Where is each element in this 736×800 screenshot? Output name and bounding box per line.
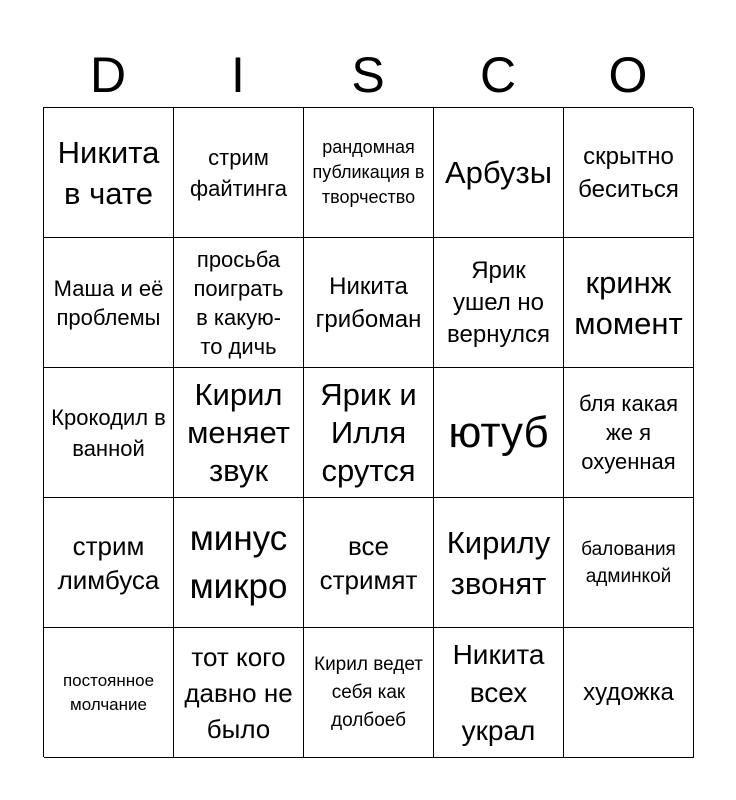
bingo-cell[interactable] bbox=[174, 368, 304, 498]
cell-text: ютуб bbox=[448, 407, 549, 457]
bingo-cell[interactable] bbox=[434, 238, 564, 368]
header-letter-d: D bbox=[89, 47, 127, 103]
bingo-cell[interactable] bbox=[174, 628, 304, 758]
cell-text: Ярик и Илля срутся bbox=[320, 376, 417, 488]
cell-text: скрытно беситься bbox=[578, 142, 679, 203]
bingo-cell[interactable] bbox=[44, 628, 174, 758]
bingo-cell[interactable] bbox=[174, 238, 304, 368]
cell-text: постоянное молчание bbox=[62, 670, 155, 714]
cell-text: бля какая же я охуенная bbox=[578, 391, 679, 474]
header-letter-s: S bbox=[351, 47, 385, 103]
header-letter-i: I bbox=[231, 47, 245, 103]
bingo-cell[interactable] bbox=[434, 498, 564, 628]
cell-text: Никита грибоман bbox=[315, 272, 422, 333]
cell-text: стрим лимбуса bbox=[57, 530, 160, 595]
cell-text: художка bbox=[583, 679, 674, 706]
bingo-cell[interactable] bbox=[44, 238, 174, 368]
bingo-cell[interactable] bbox=[44, 498, 174, 628]
cell-text: стрим файтинга bbox=[190, 144, 287, 201]
cell-text: Кирил ведет себя как долбоеб bbox=[314, 653, 423, 731]
bingo-cell[interactable] bbox=[304, 498, 434, 628]
bingo-cell[interactable] bbox=[304, 108, 434, 238]
cell-text: все стримят bbox=[319, 530, 418, 595]
bingo-cell[interactable] bbox=[304, 368, 434, 498]
bingo-cell[interactable] bbox=[304, 628, 434, 758]
bingo-cell[interactable] bbox=[564, 628, 694, 758]
cell-text: балования админкой bbox=[581, 538, 676, 587]
cell-text: Никита в чате bbox=[57, 134, 160, 211]
bingo-cell[interactable] bbox=[564, 498, 694, 628]
bingo-cell[interactable] bbox=[44, 368, 174, 498]
bingo-cell[interactable] bbox=[434, 628, 564, 758]
cell-text: Крокодил в ванной bbox=[51, 404, 166, 461]
bingo-grid bbox=[43, 107, 693, 757]
cell-text: кринж момент bbox=[574, 264, 683, 341]
cell-text: Арбузы bbox=[445, 155, 552, 190]
cell-text: Маша и её проблемы bbox=[53, 275, 164, 330]
bingo-cell[interactable] bbox=[564, 368, 694, 498]
header-letter-o: O bbox=[608, 47, 648, 103]
bingo-cell[interactable] bbox=[174, 108, 304, 238]
bingo-header bbox=[43, 42, 693, 108]
cell-text: Никита всех украл bbox=[452, 638, 545, 746]
bingo-cell[interactable] bbox=[44, 108, 174, 238]
bingo-cell[interactable] bbox=[434, 368, 564, 498]
bingo-cell[interactable] bbox=[564, 238, 694, 368]
cell-text: тот кого давно не было bbox=[184, 641, 293, 744]
bingo-cell[interactable] bbox=[564, 108, 694, 238]
header-letter-c: C bbox=[479, 47, 517, 103]
cell-text: Кирилу звонят bbox=[446, 524, 551, 601]
cell-text: просьба поиграть в какую-то дичь bbox=[193, 246, 284, 359]
cell-text: минус микро bbox=[189, 518, 288, 606]
cell-text: рандомная публикация в творчество bbox=[312, 137, 425, 207]
bingo-cell[interactable] bbox=[304, 238, 434, 368]
bingo-cell[interactable] bbox=[174, 498, 304, 628]
cell-text: Ярик ушел но вернулся bbox=[447, 256, 550, 348]
bingo-cell[interactable] bbox=[434, 108, 564, 238]
cell-text: Кирил меняет звук bbox=[187, 376, 290, 488]
